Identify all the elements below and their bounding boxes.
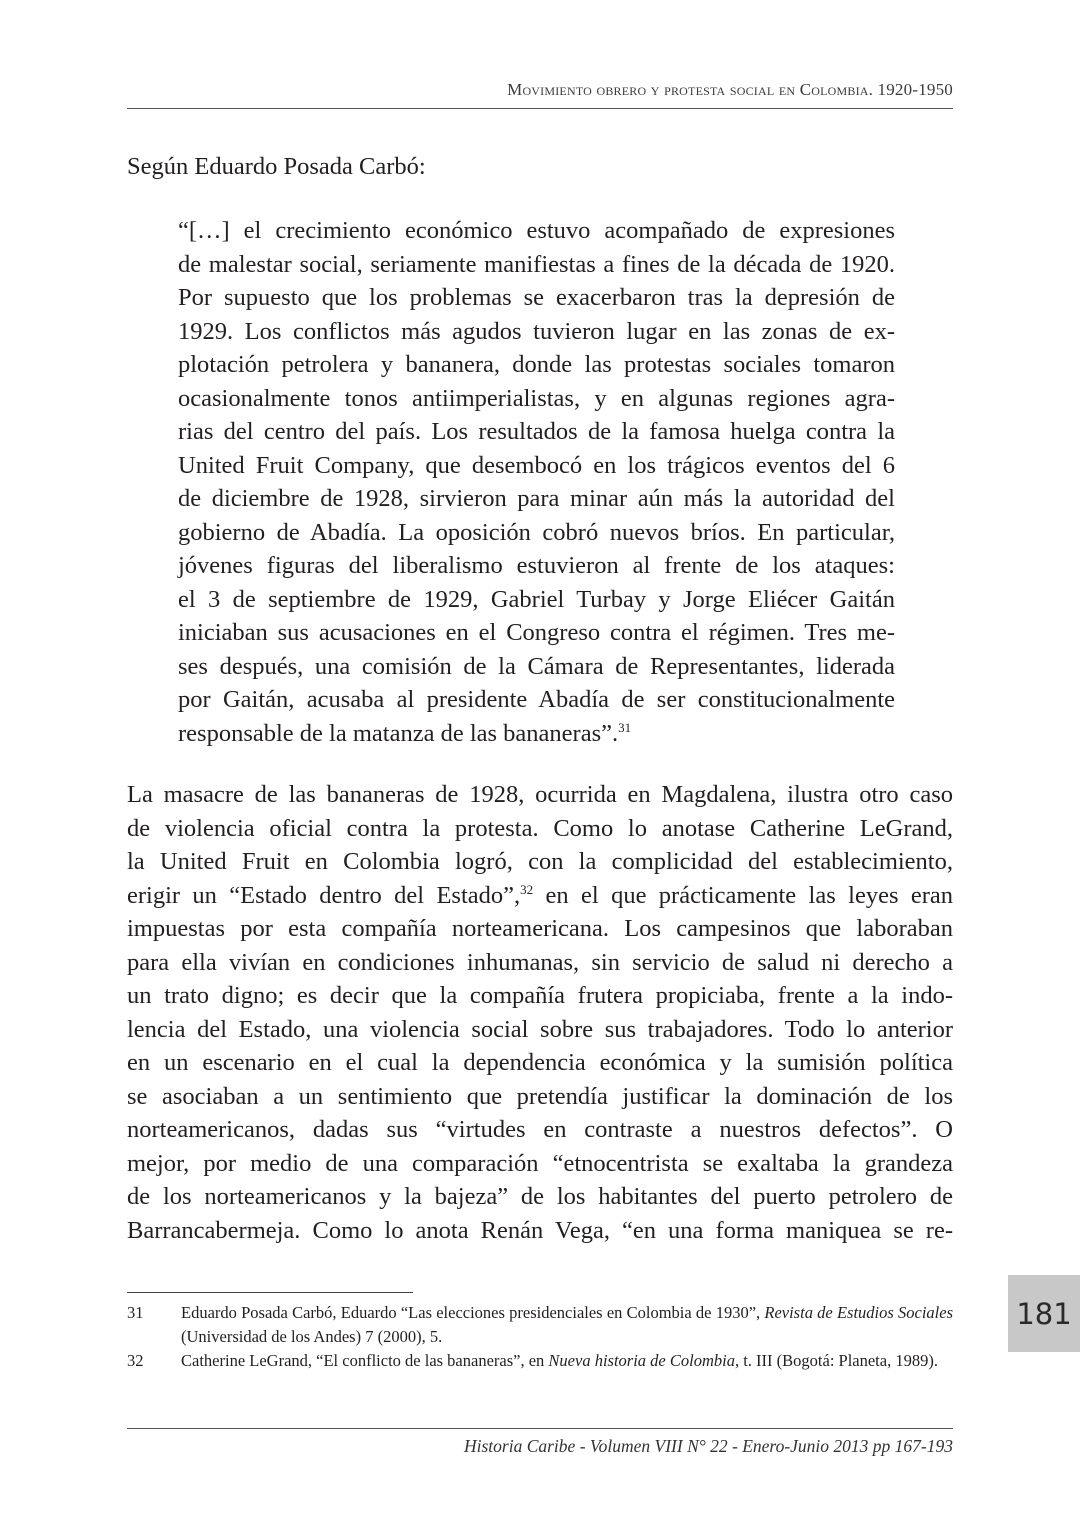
running-footer-journal: Historia Caribe - Volumen VIII N° 22 - Enero-Junio 2013 pp 167-193 [463,1436,953,1456]
quote-line: de malestar social, seriamente manifiestas a fines de la década de 1920. [178,250,895,278]
quote-line: gobierno de Abadía. La oposición cobró nuevos bríos. En particular, [178,518,895,546]
paragraph-line: lencia del Estado, una violencia social sobre sus trabajadores. Todo lo anterior [127,1015,953,1043]
footnote-ref-31[interactable]: 31 [618,719,632,735]
paragraph-line: la United Fruit en Colombia logró, con la complicidad del establecimiento, [127,848,953,875]
footnote-separator [127,1292,413,1293]
footnote-text-part: (Universidad de los Andes) 7 (2000), 5. [181,1327,443,1346]
header-rule [127,108,953,109]
footnote-title-italic: Nueva historia de Colombia [548,1351,735,1370]
quote-line: rias del centro del país. Los resultados de la famosa huelga contra la [178,418,895,445]
paragraph-line: para ella vivían en condiciones inhumanas, sin servicio de salud ni derecho a [127,948,953,976]
paragraph-line: de los norteamericanos y la bajeza” de los habitantes del puerto petrolero de [127,1183,953,1210]
paragraph-line: impuestas por esta compañía norteamericana. Los campesinos que laboraban [127,915,953,942]
quote-line: United Fruit Company, que desembocó en los trágicos eventos del 6 [178,451,895,479]
paragraph-line: La masacre de las bananeras de 1928, ocurrida en Magdalena, ilustra otro caso [127,781,953,808]
footnote-text [181,1301,953,1349]
quote-line: ses después, una comisión de la Cámara de Representantes, liderada [178,652,895,680]
paragraph-line: se asociaban a un sentimiento que pretendía justificar la dominación de los [127,1082,953,1110]
footer-rule [127,1428,953,1429]
running-header-title: Movimiento obrero y protesta social en Colombia. 1920-1950 [507,80,953,99]
footnote-number: 31 [127,1303,144,1322]
paragraph-text: en el que prácticamente las leyes eran [533,881,954,909]
quote-line: Por supuesto que los problemas se exacerbaron tras la depresión de [178,284,895,311]
quote-line: iniciaban sus acusaciones en el Congreso contra el régimen. Tres me- [178,619,895,646]
paragraph-text: erigir un “Estado dentro del Estado”, [127,881,521,909]
quote-line: plotación petrolera y bananera, donde las protestas sociales tomaron [178,351,895,378]
footnote-text [181,1349,953,1373]
intro-sentence: Según Eduardo Posada Carbó: [127,153,426,180]
quote-line: 1929. Los conflictos más agudos tuvieron lugar en las zonas de ex- [178,317,895,345]
quote-line: ocasionalmente tonos antiimperialistas, y en algunas regiones agra- [178,384,895,412]
paragraph-line: de violencia oficial contra la protesta. Como lo anotase Catherine LeGrand, [127,814,953,842]
paragraph-line [127,879,953,913]
footnote-text-part: , t. III (Bogotá: Planeta, 1989). [734,1351,938,1370]
quote-line: el 3 de septiembre de 1929, Gabriel Turbay y Jorge Eliécer Gaitán [178,585,895,613]
footnote-text-part: Catherine LeGrand, “El conflicto de las bananeras”, en [181,1351,549,1370]
page-number: 181 [1016,1296,1072,1331]
paragraph-line: mejor, por medio de una comparación “etnocentrista se exaltaba la grandeza [127,1149,953,1177]
quote-line: por Gaitán, acusaba al presidente Abadía de ser constitucionalmente [178,686,895,713]
quote-line: jóvenes figuras del liberalismo estuvieron al frente de los ataques: [178,552,895,579]
quote-line [178,717,895,751]
paragraph-line: un trato digno; es decir que la compañía frutera propiciaba, frente a la indo- [127,982,953,1009]
footnote-number: 32 [127,1351,144,1370]
footnote-title-italic: Revista de Estudios Sociales [764,1303,953,1322]
paragraph-line: Barrancabermeja. Como lo anota Renán Vega, “en una forma maniquea se re- [127,1216,953,1244]
quote-text: responsable de la matanza de las bananeras”. [178,719,619,747]
quote-line: “[…] el crecimiento económico estuvo acompañado de expresiones [178,217,895,244]
quote-line: de diciembre de 1928, sirvieron para minar aún más la autoridad del [178,485,895,512]
footnote-text-part: Eduardo Posada Carbó, Eduardo “Las elecciones presidenciales en Colombia de 1930”, [181,1303,765,1322]
page-number-tab [1008,1275,1080,1352]
paragraph-line: en un escenario en el cual la dependencia económica y la sumisión política [127,1049,953,1076]
paragraph-line: norteamericanos, dadas sus “virtudes en contraste a nuestros defectos”. O [127,1116,953,1143]
footnote-ref-32[interactable]: 32 [520,881,534,897]
